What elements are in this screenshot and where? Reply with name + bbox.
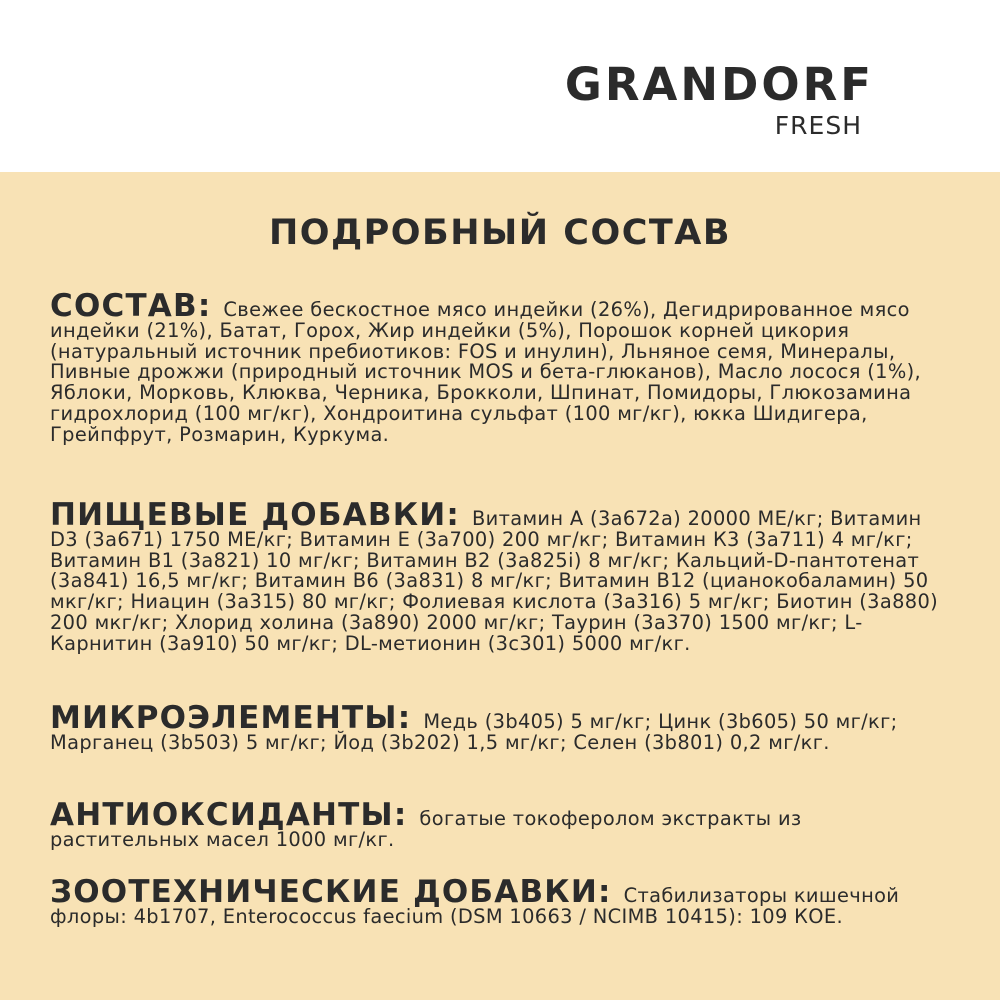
microelements-section bbox=[50, 700, 945, 754]
brand-subline: FRESH bbox=[774, 111, 862, 140]
section-label: АНТИОКСИДАНТЫ: bbox=[50, 797, 420, 833]
zootechnical-additives-section bbox=[50, 874, 945, 928]
composition-section bbox=[50, 288, 945, 446]
antioxidants-section bbox=[50, 797, 945, 851]
section-text: богатые токоферолом экстракты из растительных масел 1000 мг/кг. bbox=[50, 807, 802, 851]
section-label: ЗООТЕХНИЧЕСКИЕ ДОБАВКИ: bbox=[50, 874, 624, 910]
page-title: ПОДРОБНЫЙ СОСТАВ bbox=[268, 213, 732, 253]
food-additives-section bbox=[50, 497, 945, 655]
brand-name: GRANDORF bbox=[564, 58, 874, 111]
brand-logo bbox=[564, 58, 874, 140]
section-label: ПИЩЕВЫЕ ДОБАВКИ: bbox=[50, 497, 472, 533]
section-text: Медь (3b405) 5 мг/кг; Цинк (3b605) 50 мг/кг; Марганец (3b503) 5 мг/кг; Йод (3b202) 1,5 мг/кг; Селен (3b801) 0,2 мг/кг. bbox=[50, 710, 898, 754]
section-label: МИКРОЭЛЕМЕНТЫ: bbox=[50, 700, 424, 736]
section-text: Стабилизаторы кишечной флоры: 4b1707, Enterococcus faecium (DSM 10663 / NCIMB 10415): 109 КОЕ. bbox=[50, 884, 900, 928]
section-text: Витамин А (3a672a) 20000 МЕ/кг; Витамин D3 (3a671) 1750 МЕ/кг; Витамин Е (3a700) 200 мг/кг; Витамин К3 (3a711) 4 мг/кг; Витамин В1 (3a821) 10 мг/кг; Витамин В2 (3a825i) 8 мг/кг; Кальций-D-пантотенат (3a841) 16,5 мг/кг; Витамин В6 (3a831) 8 мг/кг; Витамин В12 (цианокобаламин) 50 мкг/кг; Ниацин (3a315) 80 мг/кг; Фолиевая кислота (3a316) 5 мг/кг; Биотин (3a880) 200 мкг/кг; Хлорид холина (3a890) 2000 мг/кг; Таурин (3a370) 1500 мг/кг; L-Карнитин (3a910) 50 мг/кг; DL-метионин (3c301) 5000 мг/кг. bbox=[50, 507, 939, 655]
section-text: Свежее бескостное мясо индейки (26%), Дегидрированное мясо индейки (21%), Батат, Горох, Жир индейки (5%), Порошок корней цикория (натуральный источник пребиотиков: FOS и инулин), Льняное семя, Минералы, Пивные дрожжи (природный источник MOS и бета-глюканов), Масло лосося (1%), Яблоки, Морковь, Клюква, Черника, Брокколи, Шпинат, Помидоры, Глюкозамина гидрохлорид (100 мг/кг), Хондроитина сульфат (100 мг/кг), юкка Шидигера, Грейпфрут, Розмарин, Куркума. bbox=[50, 298, 922, 446]
header-bar bbox=[0, 0, 1000, 172]
section-label: СОСТАВ: bbox=[50, 288, 224, 324]
